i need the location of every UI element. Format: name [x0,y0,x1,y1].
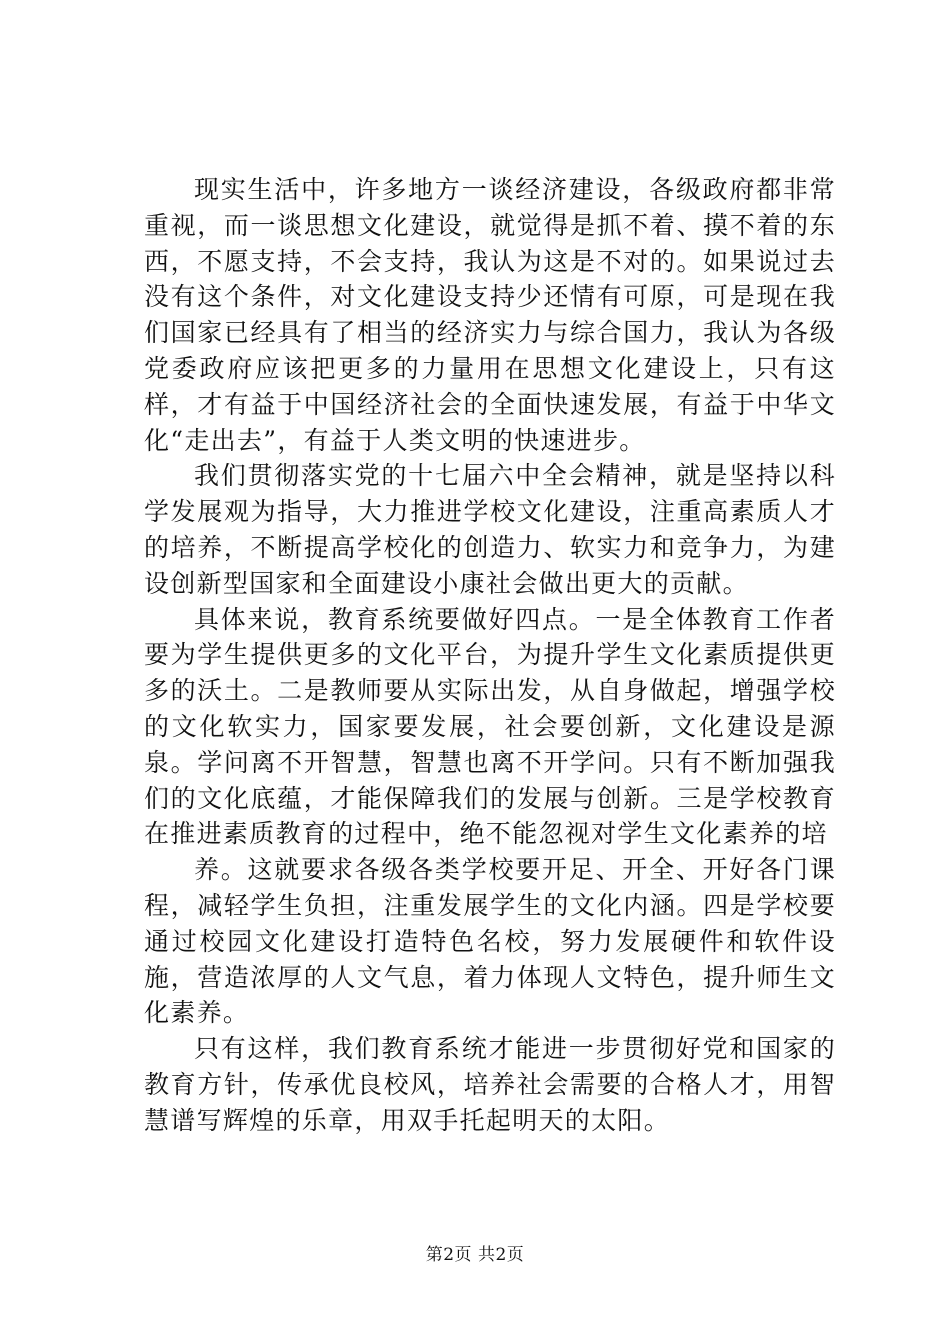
paragraph-4: 养。这就要求各级各类学校要开足、开全、开好各门课程，减轻学生负担，注重发展学生的文化内涵。四是学校要通过校园文化建设打造特色名校，努力发展硬件和软件设施，营造浓厚的人文气息，着力体现人文特色，提升师生文化素养。 [144,855,836,1028]
paragraph-5: 只有这样，我们教育系统才能进一步贯彻好党和国家的教育方针，传承优良校风，培养社会需要的合格人才，用智慧谱写辉煌的乐章，用双手托起明天的太阳。 [144,1034,836,1135]
document-body [144,172,836,1139]
paragraph-1: 现实生活中，许多地方一谈经济建设，各级政府都非常重视，而一谈思想文化建设，就觉得是抓不着、摸不着的东西，不愿支持，不会支持，我认为这是不对的。如果说过去没有这个条件，对文化建设支持少还情有可原，可是现在我们国家已经具有了相当的经济实力与综合国力，我认为各级党委政府应该把更多的力量用在思想文化建设上，只有这样，才有益于中国经济社会的全面快速发展，有益于中华文化“走出去”，有益于人类文明的快速进步。 [144,175,836,455]
paragraph-2: 我们贯彻落实党的十七届六中全会精神，就是坚持以科学发展观为指导，大力推进学校文化建设，注重高素质人才的培养，不断提高学校化的创造力、软实力和竞争力，为建设创新型国家和全面建设小康社会做出更大的贡献。 [144,461,836,598]
page-number-footer: 第2页 共2页 [425,1245,525,1265]
paragraph-3: 具体来说，教育系统要做好四点。一是全体教育工作者要为学生提供更多的文化平台，为提升学生文化素质提供更多的沃土。二是教师要从实际出发，从自身做起，增强学校的文化软实力，国家要发展，社会要创新，文化建设是源泉。学问离不开智慧，智慧也离不开学问。只有不断加强我们的文化底蕴，才能保障我们的发展与创新。三是学校教育在推进素质教育的过程中，绝不能忽视对学生文化素养的培 [144,604,836,849]
